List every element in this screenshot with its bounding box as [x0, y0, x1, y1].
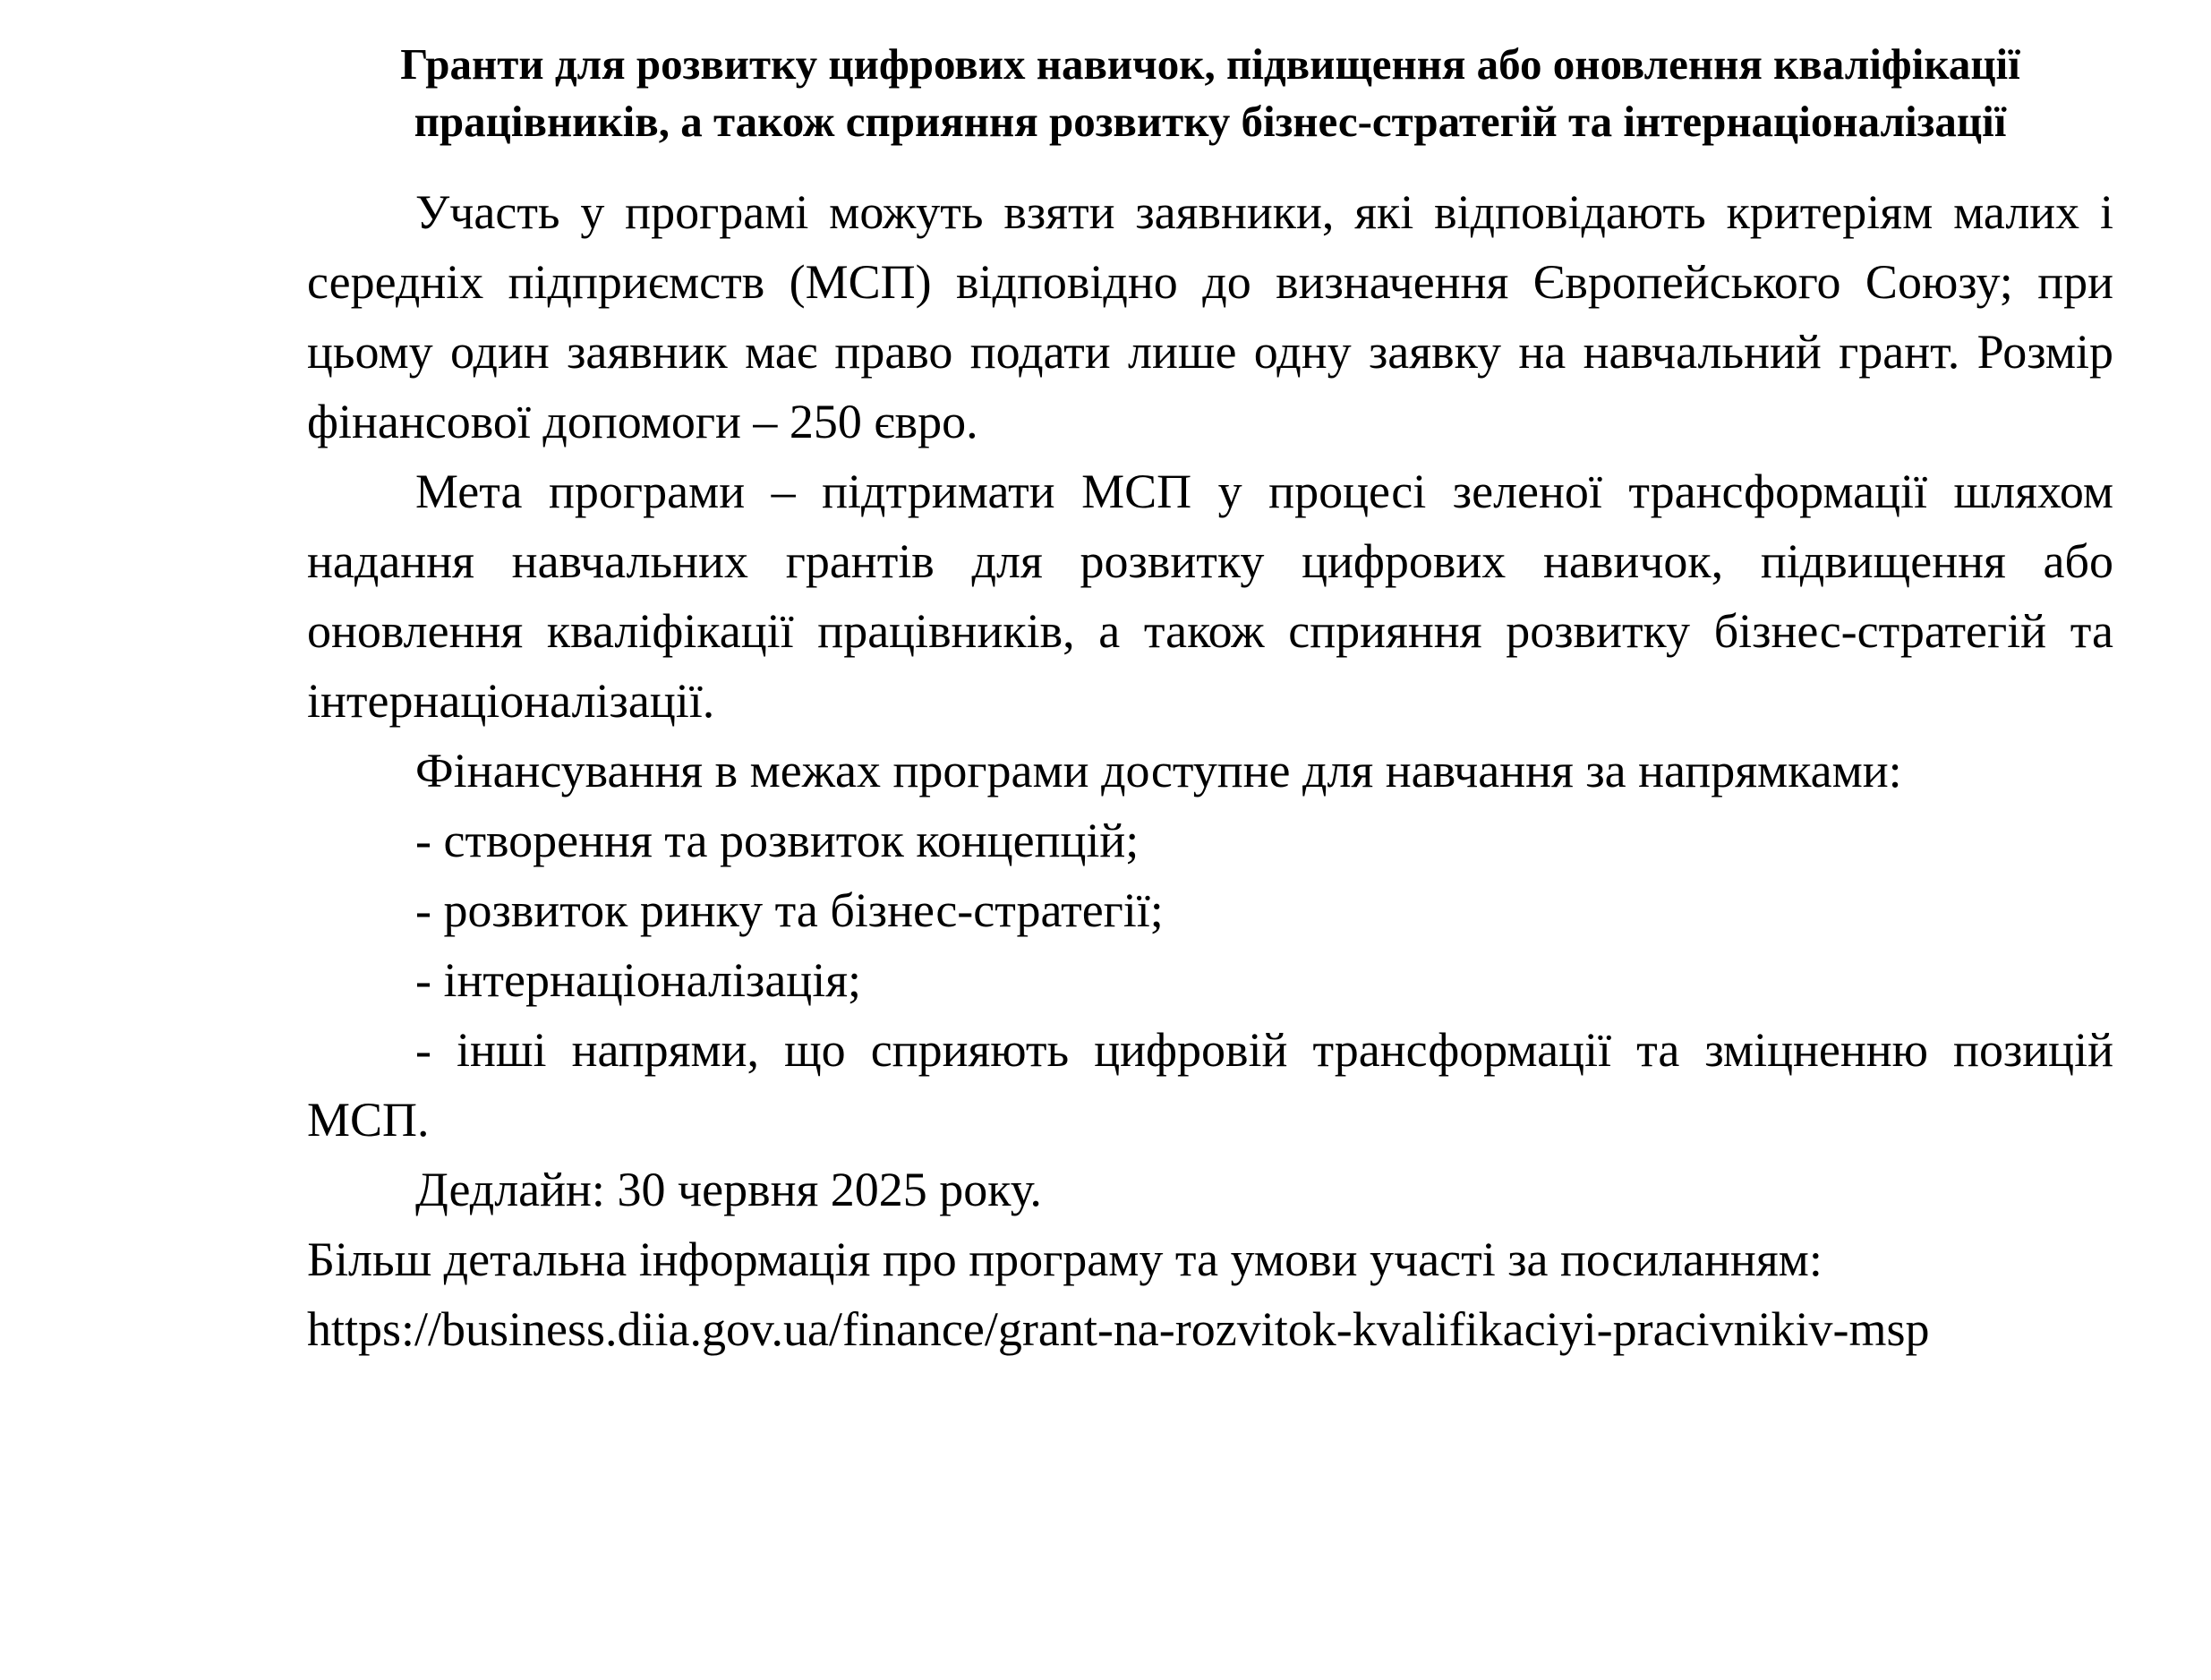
more-info-text: Більш детальна інформація про програму та умови участі за посиланням:: [307, 1232, 1823, 1286]
list-item: - створення та розвиток концепцій;: [415, 814, 1140, 867]
deadline-text: Дедлайн: 30 червня 2025 року.: [415, 1163, 1042, 1216]
document-page: [307, 36, 2113, 1364]
program-link[interactable]: https://business.diia.gov.ua/finance/grant-na-rozvitok-kvalifikaciyi-pracivnikiv-msp: [307, 1302, 1930, 1356]
list-item: - інтернаціоналізація;: [415, 953, 862, 1007]
list-item: - інші напрями, що сприяють цифровій трансформації та зміцненню позицій МСП.: [307, 1023, 2113, 1147]
paragraph-eligibility: Участь у програмі можуть взяти заявники, які відповідають критеріям малих і середніх підприємств (МСП) відповідно до визначення Європейського Союзу; при цьому один заявник має право подати лише одну заявку на навчальний грант. Розмір фінансової допомоги – 250 євро.: [307, 185, 2113, 448]
document-title: Гранти для розвитку цифрових навичок, підвищення або оновлення кваліфікації працівників, а також сприяння розвитку бізнес-стратегій та інтернаціоналізації: [400, 39, 2020, 146]
paragraph-funding-directions: Фінансування в межах програми доступне для навчання за напрямками:: [415, 744, 1902, 797]
paragraph-goal: Мета програми – підтримати МСП у процесі зеленої трансформації шляхом надання навчальних грантів для розвитку цифрових навичок, підвищення або оновлення кваліфікації працівників, а також сприяння розвитку бізнес-стратегій та інтернаціоналізації.: [307, 465, 2113, 728]
list-item: - розвиток ринку та бізнес-стратегії;: [415, 883, 1164, 937]
